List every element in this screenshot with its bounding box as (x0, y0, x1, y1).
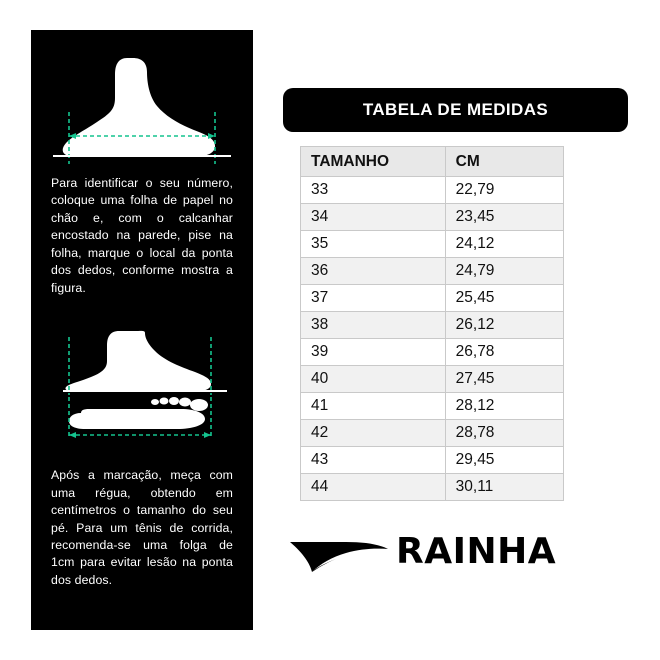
cell-cm: 27,45 (445, 366, 563, 393)
table-row (301, 258, 564, 285)
table-row (301, 366, 564, 393)
foot-side-view-diagram (49, 52, 235, 167)
cell-cm: 22,79 (445, 177, 563, 204)
cell-tamanho: 33 (301, 177, 446, 204)
cell-tamanho: 38 (301, 312, 446, 339)
cell-tamanho: 37 (301, 285, 446, 312)
cell-cm: 24,12 (445, 231, 563, 258)
table-row (301, 177, 564, 204)
page-title: TABELA DE MEDIDAS (362, 100, 549, 119)
cell-tamanho: 39 (301, 339, 446, 366)
cell-tamanho: 34 (301, 204, 446, 231)
instruction-step-2: Após a marcação, meça com uma régua, obtendo em centímetros o tamanho do seu pé. Para um tênis de corrida, recomenda-se uma folga de 1cm para evitar lesão na ponta dos dedos. (51, 468, 233, 587)
cell-tamanho: 41 (301, 393, 446, 420)
cell-tamanho: 44 (301, 474, 446, 501)
cell-cm: 26,12 (445, 312, 563, 339)
chart-title-bar (283, 88, 628, 132)
cell-tamanho: 40 (301, 366, 446, 393)
table-row (301, 339, 564, 366)
brand-logo (288, 525, 557, 577)
cell-cm: 26,78 (445, 339, 563, 366)
cell-tamanho: 36 (301, 258, 446, 285)
cell-tamanho: 43 (301, 447, 446, 474)
table-row (301, 474, 564, 501)
instruction-step-1: Para identificar o seu número, coloque uma folha de papel no chão e, com o calcanhar encostado na parede, pise na folha, marque o local da ponta dos dedos, conforme mostra a figura. (51, 176, 233, 295)
cell-cm: 28,78 (445, 420, 563, 447)
cell-cm: 25,45 (445, 285, 563, 312)
cell-cm: 23,45 (445, 204, 563, 231)
rainha-swoosh-icon (288, 526, 392, 576)
table-row (301, 447, 564, 474)
column-header-cm: CM (445, 147, 563, 177)
cell-cm: 28,12 (445, 393, 563, 420)
cell-cm: 30,11 (445, 474, 563, 501)
table-row (301, 285, 564, 312)
table-row (301, 420, 564, 447)
table-row (301, 231, 564, 258)
foot-measure-diagram (49, 321, 235, 441)
table-row (301, 312, 564, 339)
cell-cm: 29,45 (445, 447, 563, 474)
brand-name: RAINHA (396, 530, 557, 572)
size-table-wrapper (300, 146, 564, 501)
table-row (301, 393, 564, 420)
table-row (301, 204, 564, 231)
instructions-panel (31, 30, 253, 630)
cell-tamanho: 35 (301, 231, 446, 258)
column-header-tamanho: TAMANHO (301, 147, 446, 177)
size-table (300, 146, 564, 501)
table-header-row (301, 147, 564, 177)
cell-cm: 24,79 (445, 258, 563, 285)
cell-tamanho: 42 (301, 420, 446, 447)
